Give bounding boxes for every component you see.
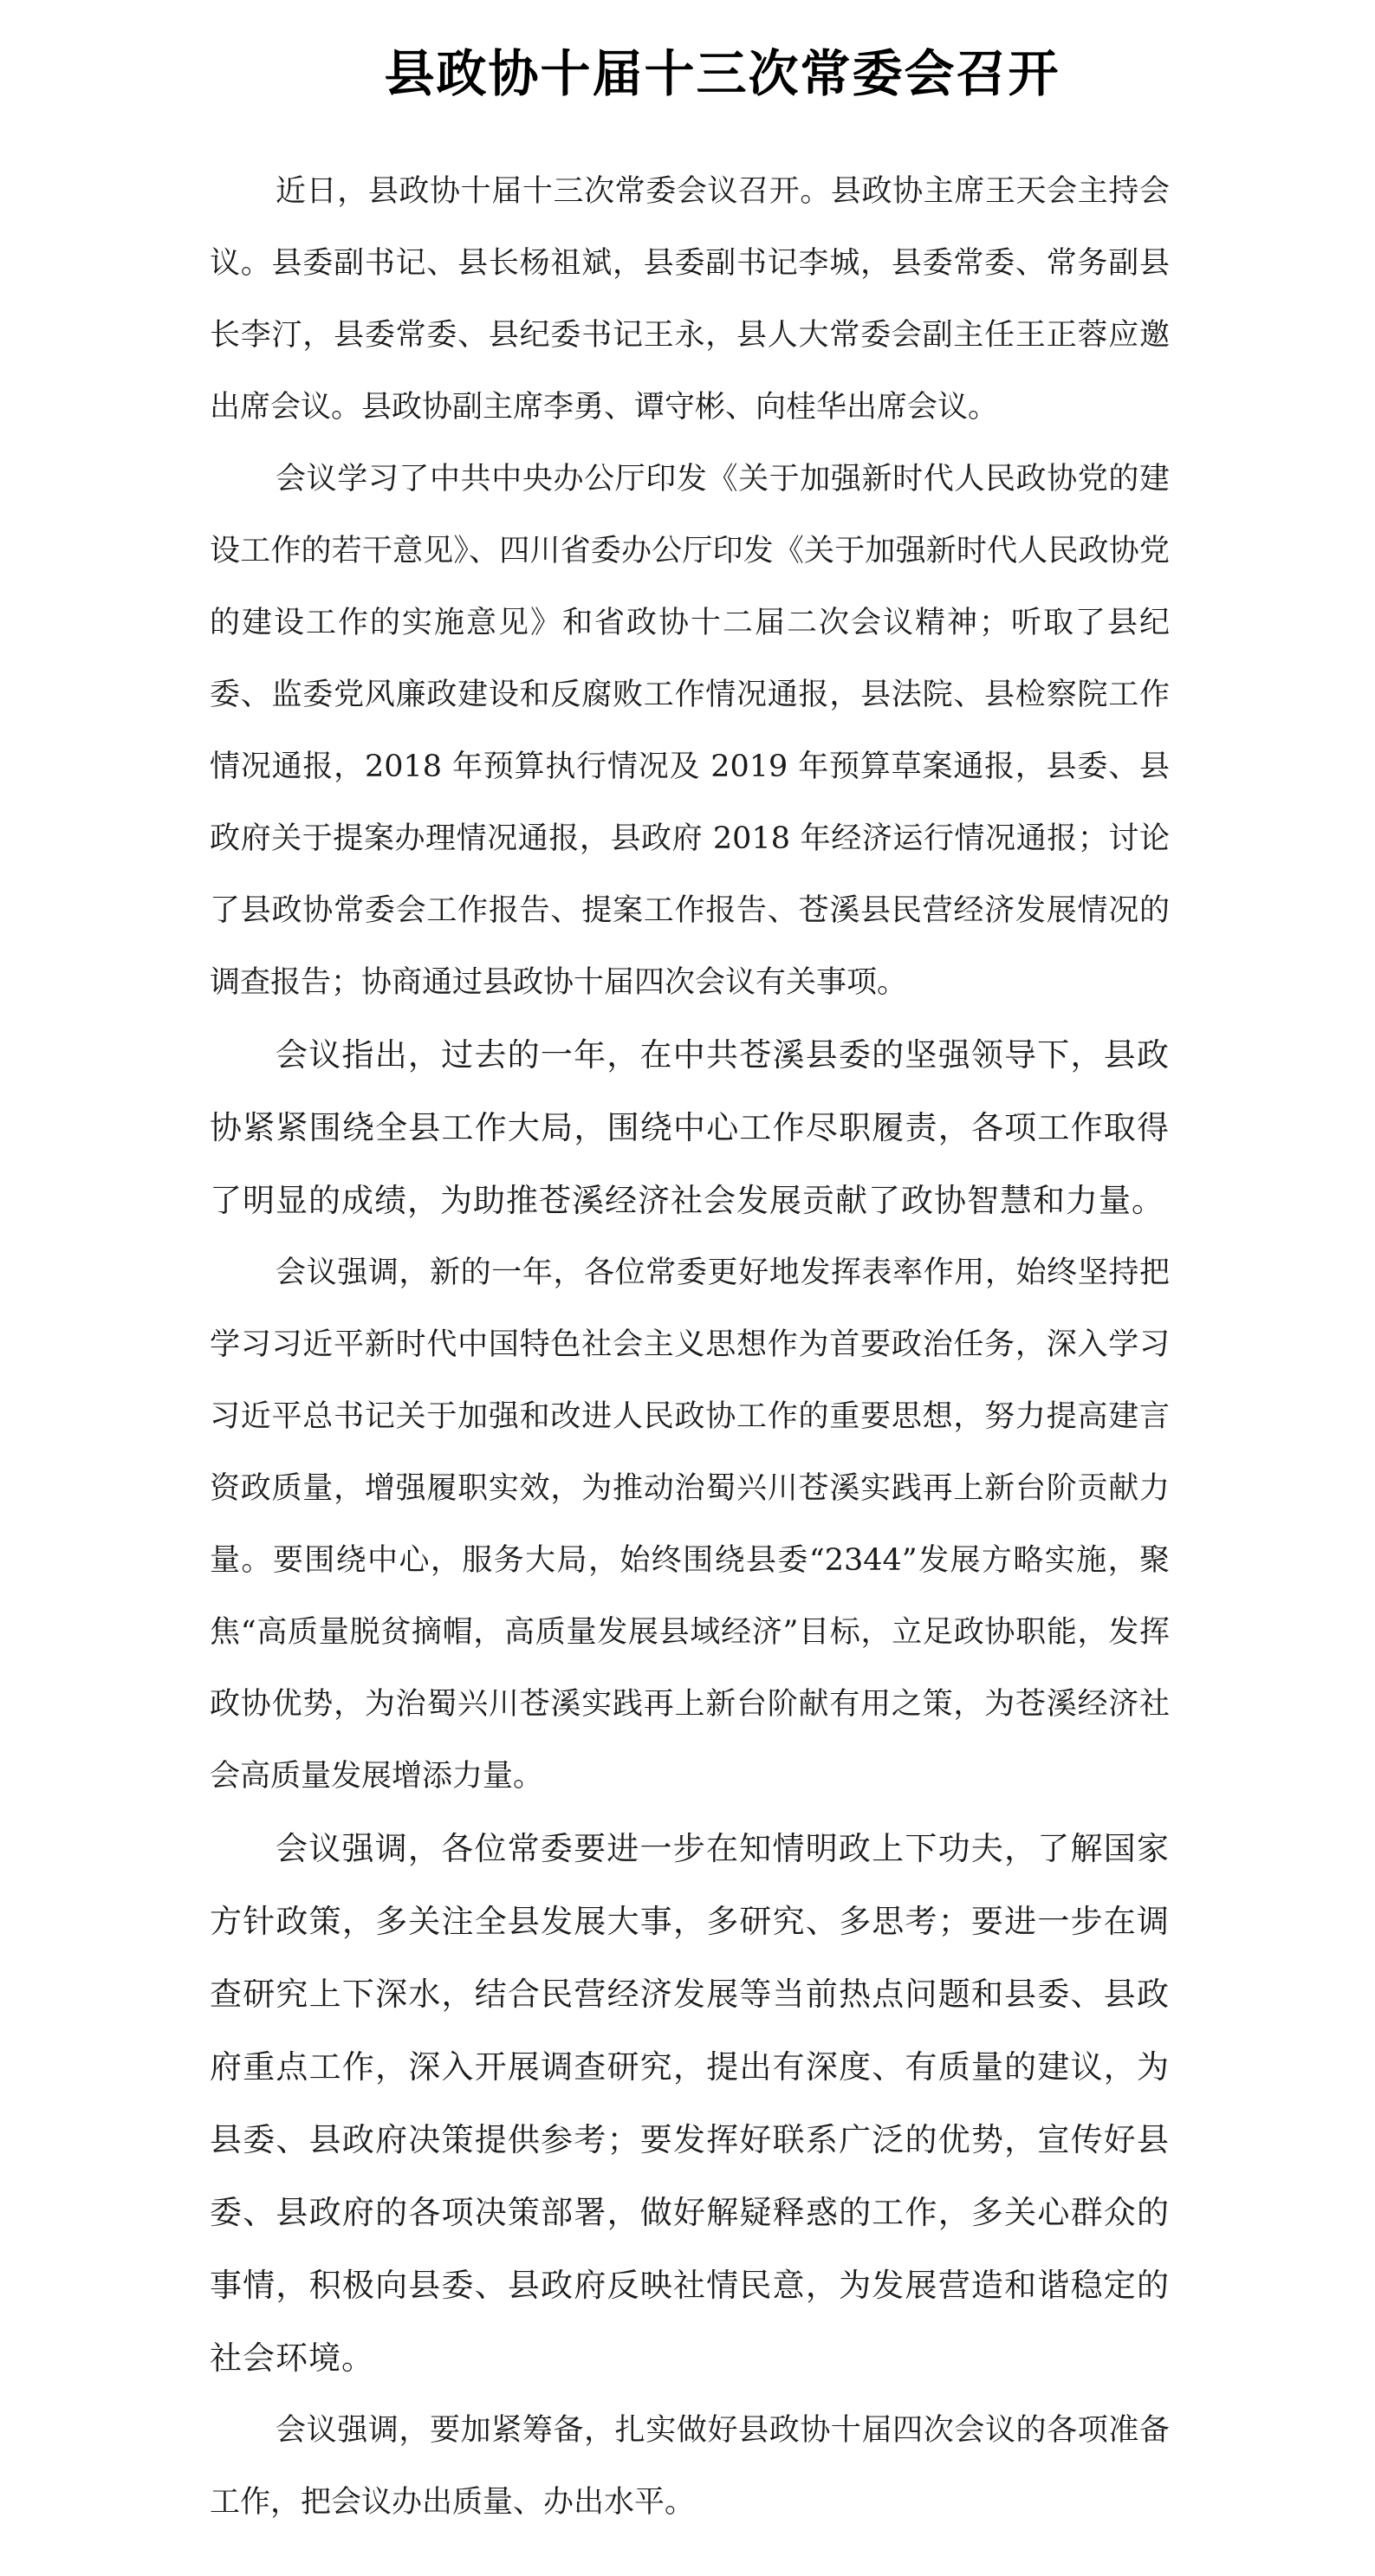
paragraph-preparation: 会议强调，要加紧筹备，扎实做好县政协十届四次会议的各项准备工作，把会议办出质量、办出水平。 <box>210 2413 1170 2520</box>
article-body <box>210 156 1170 2539</box>
paragraph-new-year-emphasis: 会议强调，新的一年，各位常委更好地发挥表率作用，始终坚持把学习习近平新时代中国特色社会主义思想作为首要政治任务，深入学习习近平总书记关于加强和改进人民政协工作的重要思想，努力提高建言资政质量，增强履职实效，为推动治蜀兴川苍溪实践再上新台阶贡献力量。要围绕中心，服务大局，始终围绕县委“2344”发展方略实施，聚焦“高质量脱贫摘帽，高质量发展县域经济”目标，立足政协职能，发挥政协优势，为治蜀兴川苍溪实践再上新台阶献有用之策，为苍溪经济社会高质量发展增添力量。 <box>210 1256 1170 1794</box>
paragraph-meeting-review: 会议指出，过去的一年，在中共苍溪县委的坚强领导下，县政协紧紧围绕全县工作大局，围绕中心工作尽职履责，各项工作取得了明显的成绩，为助推苍溪经济社会发展贡献了政协智慧和力量。 <box>210 1036 1170 1219</box>
paragraph-meeting-agenda: 会议学习了中共中央办公厅印发《关于加强新时代人民政协党的建设工作的若干意见》、四川省委办公厅印发《关于加强新时代人民政协党的建设工作的实施意见》和省政协十二届二次会议精神；听取了县纪委、监委党风廉政建设和反腐败工作情况通报，县法院、县检察院工作情况通报，2018 年预算执行情况及 2019 年预算草案通报，县委、县政府关于提案办理情况通报，县政府 2018 年经济运行情况通报；讨论了县政协常委会工作报告、提案工作报告、苍溪县民营经济发展情况的调查报告；协商通过县政协十届四次会议有关事项。 <box>210 462 1170 1000</box>
paragraph-meeting-opening: 近日，县政协十届十三次常委会议召开。县政协主席王天会主持会议。县委副书记、县长杨祖斌，县委副书记李城，县委常委、常务副县长李汀，县委常委、县纪委书记王永，县人大常委会副主任王正蓉应邀出席会议。县政协副主席李勇、谭守彬、向桂华出席会议。 <box>210 174 1170 425</box>
paragraph-member-duties: 会议强调，各位常委要进一步在知情明政上下功夫，了解国家方针政策，多关注全县发展大事，多研究、多思考；要进一步在调查研究上下深水，结合民营经济发展等当前热点问题和县委、县政府重点工作，深入开展调查研究，提出有深度、有质量的建议，为县委、县政府决策提供参考；要发挥好联系广泛的优势，宣传好县委、县政府的各项决策部署，做好解疑释惑的工作，多关心群众的事情，积极向县委、县政府反映社情民意，为发展营造和谐稳定的社会环境。 <box>210 1830 1170 2377</box>
document-title: 县政协十届十三次常委会召开 <box>384 43 1060 103</box>
